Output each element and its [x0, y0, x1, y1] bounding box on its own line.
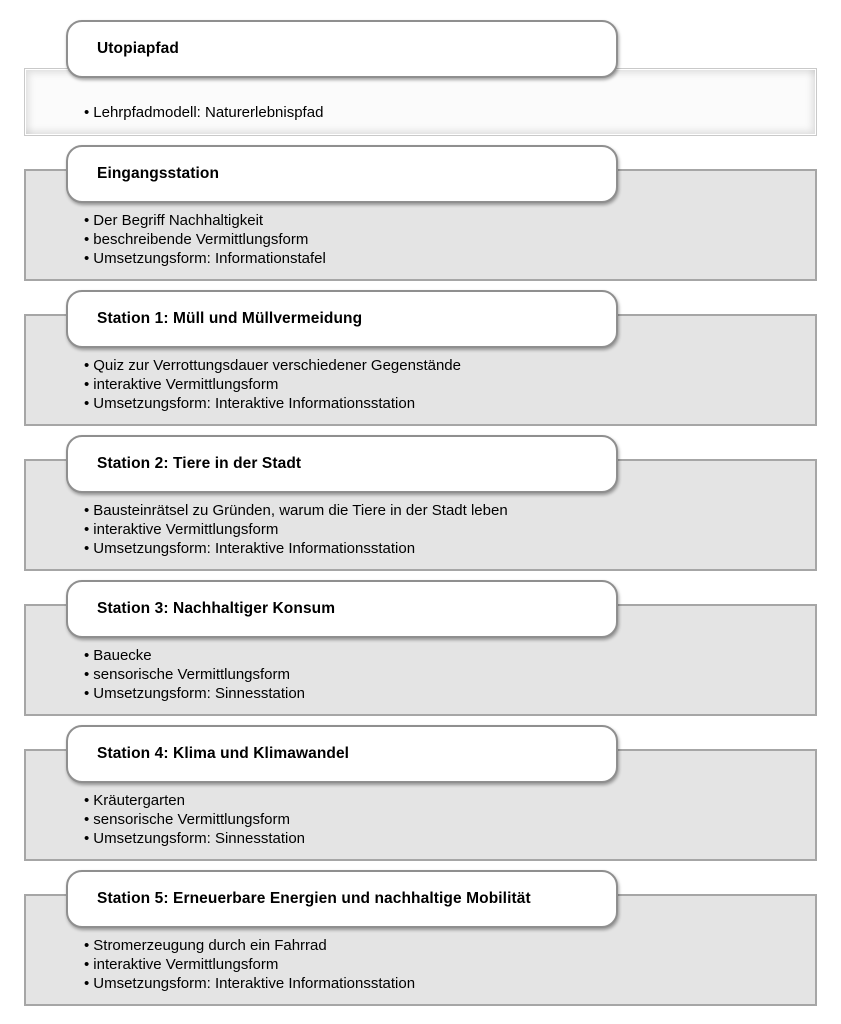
- bullet-marker: •: [84, 395, 90, 412]
- station-header-tab: [66, 725, 618, 783]
- bullet-item: [84, 230, 795, 249]
- station-header-tab: [66, 145, 618, 203]
- bullet-marker: •: [84, 231, 90, 248]
- station-bullet-list: [84, 211, 795, 268]
- bullet-text: interaktive Vermittlungsform: [93, 376, 279, 393]
- station-header-tab: [66, 435, 618, 493]
- bullet-item: [84, 249, 795, 268]
- station-bullet-list: [84, 791, 795, 848]
- station-title: Station 4: Klima und Klimawandel: [97, 745, 350, 762]
- bullet-item: [84, 936, 795, 955]
- station-section: [24, 870, 817, 1006]
- station-title: Station 5: Erneuerbare Energien und nachhaltige Mobilität: [97, 890, 531, 907]
- bullet-item: [84, 520, 795, 539]
- bullet-item: [84, 974, 795, 993]
- bullet-text: sensorische Vermittlungsform: [93, 666, 291, 683]
- station-bullet-list: [84, 936, 795, 993]
- bullet-text: Bausteinrätsel zu Gründen, warum die Tiere in der Stadt leben: [93, 502, 508, 519]
- station-section: [24, 725, 817, 861]
- bullet-text: Umsetzungsform: Interaktive Informationsstation: [93, 540, 416, 557]
- bullet-text: interaktive Vermittlungsform: [93, 956, 279, 973]
- station-title: Utopiapfad: [97, 40, 179, 57]
- bullet-marker: •: [84, 975, 90, 992]
- bullet-item: [84, 103, 796, 122]
- bullet-text: Quiz zur Verrottungsdauer verschiedener Gegenstände: [93, 357, 461, 374]
- bullet-text: Umsetzungsform: Interaktive Informationsstation: [93, 975, 416, 992]
- bullet-marker: •: [84, 104, 90, 121]
- bullet-item: [84, 211, 795, 230]
- bullet-item: [84, 665, 795, 684]
- bullet-text: sensorische Vermittlungsform: [93, 811, 291, 828]
- bullet-marker: •: [84, 811, 90, 828]
- bullet-item: [84, 539, 795, 558]
- station-section: [24, 145, 817, 281]
- bullet-marker: •: [84, 666, 90, 683]
- station-bullet-list: [84, 103, 796, 122]
- bullet-marker: •: [84, 792, 90, 809]
- bullet-marker: •: [84, 502, 90, 519]
- station-header-tab: [66, 580, 618, 638]
- station-title: Station 1: Müll und Müllvermeidung: [97, 310, 363, 327]
- bullet-text: Bauecke: [93, 647, 152, 664]
- station-section: [24, 290, 817, 426]
- bullet-item: [84, 501, 795, 520]
- station-title: Station 2: Tiere in der Stadt: [97, 455, 302, 472]
- bullet-marker: •: [84, 376, 90, 393]
- bullet-text: interaktive Vermittlungsform: [93, 521, 279, 538]
- station-bullet-list: [84, 501, 795, 558]
- station-body: [24, 68, 817, 136]
- bullet-marker: •: [84, 250, 90, 267]
- bullet-text: beschreibende Vermittlungsform: [93, 231, 309, 248]
- bullet-text: Lehrpfadmodell: Naturerlebnispfad: [93, 104, 324, 121]
- station-section: [24, 20, 817, 136]
- bullet-marker: •: [84, 685, 90, 702]
- bullet-text: Umsetzungsform: Sinnesstation: [93, 830, 306, 847]
- bullet-item: [84, 791, 795, 810]
- station-header-tab: [66, 290, 618, 348]
- station-section: [24, 435, 817, 571]
- bullet-text: Kräutergarten: [93, 792, 185, 809]
- bullet-marker: •: [84, 521, 90, 538]
- station-bullet-list: [84, 356, 795, 413]
- bullet-item: [84, 955, 795, 974]
- bullet-marker: •: [84, 956, 90, 973]
- bullet-marker: •: [84, 357, 90, 374]
- station-section: [24, 580, 817, 716]
- bullet-item: [84, 829, 795, 848]
- bullet-item: [84, 356, 795, 375]
- bullet-item: [84, 684, 795, 703]
- bullet-text: Umsetzungsform: Interaktive Informationsstation: [93, 395, 416, 412]
- station-title: Eingangsstation: [97, 165, 220, 182]
- station-bullet-list: [84, 646, 795, 703]
- station-header-tab: [66, 20, 618, 78]
- bullet-item: [84, 394, 795, 413]
- bullet-item: [84, 646, 795, 665]
- bullet-marker: •: [84, 830, 90, 847]
- bullet-text: Umsetzungsform: Sinnesstation: [93, 685, 306, 702]
- bullet-text: Stromerzeugung durch ein Fahrrad: [93, 937, 327, 954]
- sections-container: [0, 20, 841, 1006]
- station-header-tab: [66, 870, 618, 928]
- bullet-marker: •: [84, 647, 90, 664]
- bullet-text: Der Begriff Nachhaltigkeit: [93, 212, 264, 229]
- bullet-marker: •: [84, 540, 90, 557]
- station-title: Station 3: Nachhaltiger Konsum: [97, 600, 336, 617]
- bullet-item: [84, 375, 795, 394]
- bullet-marker: •: [84, 937, 90, 954]
- bullet-item: [84, 810, 795, 829]
- bullet-marker: •: [84, 212, 90, 229]
- bullet-text: Umsetzungsform: Informationstafel: [93, 250, 326, 267]
